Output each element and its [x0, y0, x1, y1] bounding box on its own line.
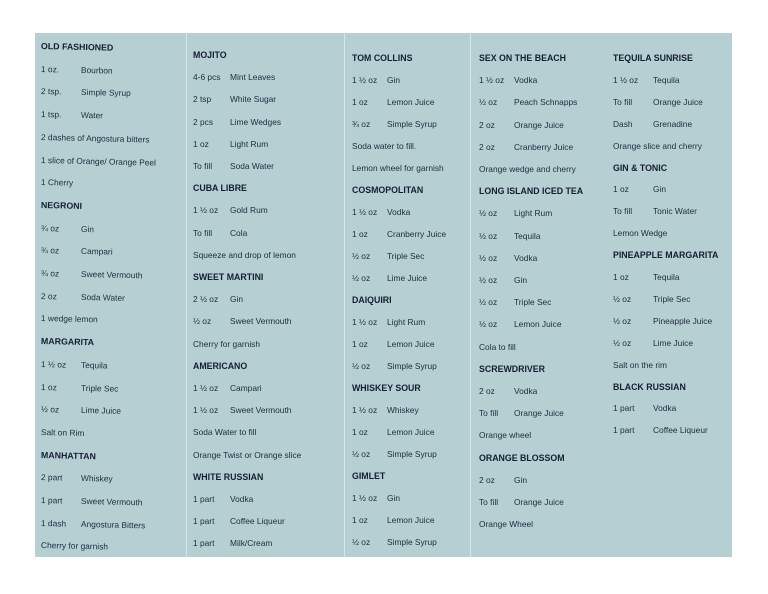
ingredient-amount: ¾ oz	[352, 119, 371, 129]
gimlet-ingredient-row	[352, 537, 437, 547]
recipe-title-screwdriver: SCREWDRIVER	[479, 363, 545, 374]
ingredient-name: Gin	[387, 75, 401, 85]
ingredient-name: Lemon Juice	[387, 97, 435, 107]
ingredient-name: Vodka	[514, 75, 538, 86]
recipe-title-orange-blossom: ORANGE BLOSSOM	[479, 452, 565, 463]
ingredient-amount: ½ oz	[613, 293, 632, 304]
ingredient-amount: 2 tsp	[193, 94, 212, 105]
ingredient-name: Coffee Liqueur	[653, 425, 708, 436]
ingredient-name: Simple Syrup	[387, 537, 437, 547]
ingredient-name: Light Rum	[514, 208, 553, 219]
ingredient-amount: 2 oz	[479, 386, 495, 396]
ingredient-amount: 1 part	[613, 403, 635, 414]
sex-on-the-beach-ingredient-row	[479, 120, 564, 130]
margarita-garnish-note: Salt on Rim	[40, 426, 85, 438]
ingredient-name: Tequila	[514, 230, 541, 241]
ingredient-name: Campari	[230, 383, 262, 393]
old-fashioned-ingredient-row	[41, 64, 113, 76]
ingredient-amount: 2 oz	[479, 141, 495, 152]
tom-collins-ingredient-row	[352, 97, 435, 107]
whiskey-sour-ingredient-row	[352, 427, 435, 437]
recipe-title-negroni: NEGRONI	[40, 199, 83, 211]
ingredient-amount: ½ oz	[479, 97, 498, 108]
ingredient-amount: ½ oz	[193, 316, 212, 327]
negroni-ingredient-row	[41, 245, 113, 257]
ingredient-name: Whiskey	[80, 473, 113, 484]
old-fashioned-garnish-note: 1 slice of Orange/ Orange Peel	[40, 154, 157, 168]
column-2	[186, 33, 338, 557]
long-island-iced-tea-ingredient-row	[479, 297, 551, 307]
recipe-title-manhattan: MANHATTAN	[40, 449, 96, 461]
manhattan-garnish-note: Cherry for garnish	[40, 540, 109, 552]
ingredient-amount: ½ oz	[479, 297, 498, 308]
ingredient-amount: 2 pcs	[193, 116, 214, 127]
mojito-ingredient-row	[193, 161, 274, 171]
daiquiri-ingredient-row	[352, 317, 425, 327]
recipe-title-margarita: MARGARITA	[40, 336, 95, 348]
ingredient-amount: ½ oz	[479, 252, 498, 263]
cuba-libre-ingredient-row	[193, 228, 247, 238]
ingredient-amount: 1 ½ oz	[193, 205, 219, 216]
mojito-ingredient-row	[193, 94, 276, 104]
ingredient-name: Pineapple Juice	[653, 315, 713, 326]
negroni-ingredient-row	[41, 291, 125, 303]
ingredient-amount: Dash	[613, 118, 633, 129]
ingredient-name: Triple Sec	[387, 251, 425, 261]
ingredient-amount: 1 oz	[613, 272, 629, 282]
ingredient-name: Orange Juice	[514, 497, 564, 507]
ingredient-amount: 1 ½ oz	[193, 383, 219, 393]
ingredient-name: Tequila	[653, 74, 680, 85]
sweet-martini-ingredient-row	[193, 294, 243, 304]
recipe-title-old-fashioned: OLD FASHIONED	[40, 41, 114, 53]
old-fashioned-ingredient-row	[41, 109, 103, 120]
long-island-iced-tea-garnish-note: Cola to fill	[479, 341, 516, 352]
ingredient-amount: ½ oz	[352, 449, 371, 459]
recipe-title-black-russian: BLACK RUSSIAN	[613, 381, 686, 392]
ingredient-name: Simple Syrup	[387, 449, 437, 459]
ingredient-amount: 1 part	[193, 516, 215, 527]
ingredient-amount: ½ oz	[613, 337, 632, 348]
white-russian-ingredient-row	[193, 538, 272, 548]
ingredient-amount: 1 ½ oz	[352, 317, 378, 327]
recipe-title-cuba-libre: CUBA LIBRE	[193, 183, 247, 194]
long-island-iced-tea-ingredient-row	[479, 253, 537, 263]
ingredient-name: Gin	[653, 184, 667, 195]
americano-garnish-note: Soda Water to fill	[193, 427, 257, 438]
long-island-iced-tea-ingredient-row	[479, 208, 552, 218]
ingredient-name: Peach Schnapps	[514, 97, 578, 108]
whiskey-sour-ingredient-row	[352, 449, 437, 459]
screwdriver-ingredient-row	[479, 408, 564, 418]
ingredient-amount: ¾ oz	[40, 222, 60, 234]
ingredient-amount: 1 oz	[352, 97, 368, 107]
ingredient-name: Lime Juice	[387, 273, 428, 283]
ingredient-name: Vodka	[514, 386, 538, 396]
black-russian-ingredient-row	[613, 425, 708, 435]
pineapple-margarita-ingredient-row	[613, 316, 712, 326]
column-1	[35, 33, 177, 557]
tequila-sunrise-ingredient-row	[613, 97, 703, 107]
ingredient-name: Lemon Juice	[387, 515, 435, 525]
gin-and-tonic-ingredient-row	[613, 184, 666, 194]
gimlet-ingredient-row	[352, 493, 400, 503]
ingredient-amount: ¾ oz	[40, 245, 60, 256]
ingredient-amount: 1 oz	[40, 381, 57, 392]
ingredient-amount: 1 ½ oz	[352, 207, 378, 217]
ingredient-amount: To fill	[613, 206, 633, 217]
recipe-title-mojito: MOJITO	[193, 50, 227, 60]
ingredient-amount: 1 part	[193, 494, 215, 504]
old-fashioned-garnish-note: 2 dashes of Angostura bitters	[40, 131, 150, 145]
americano-ingredient-row	[193, 405, 291, 415]
ingredient-amount: ½ oz	[352, 251, 371, 261]
ingredient-name: Simple Syrup	[387, 119, 437, 129]
ingredient-name: Sweet Vermouth	[80, 268, 143, 281]
ingredient-amount: 1 oz	[193, 138, 209, 149]
ingredient-name: Vodka	[653, 403, 677, 414]
cosmopolitan-ingredient-row	[352, 273, 427, 283]
ingredient-amount: To fill	[193, 227, 213, 238]
tom-collins-garnish-note: Soda water to fill.	[352, 141, 417, 151]
mojito-ingredient-row	[193, 139, 268, 149]
ingredient-name: Lime Wedges	[230, 116, 282, 127]
ingredient-name: Bourbon	[80, 64, 113, 76]
orange-blossom-garnish-note: Orange Wheel	[479, 519, 533, 530]
ingredient-amount: 1 oz	[352, 427, 368, 437]
ingredient-name: Tonic Water	[653, 206, 697, 217]
pineapple-margarita-ingredient-row	[613, 272, 680, 282]
recipe-title-gin-and-tonic: GIN & TONIC	[613, 162, 668, 173]
ingredient-name: Vodka	[514, 252, 538, 263]
ingredient-name: Lime Juice	[653, 337, 694, 348]
recipe-title-daiquiri: DAIQUIRI	[352, 295, 392, 305]
ingredient-name: Soda Water	[80, 291, 126, 303]
column-3	[344, 33, 461, 557]
margarita-ingredient-row	[41, 359, 108, 371]
daiquiri-ingredient-row	[352, 361, 437, 371]
mojito-ingredient-row	[193, 117, 281, 127]
ingredient-name: Whiskey	[387, 405, 419, 415]
ingredient-name: Orange Juice	[514, 119, 564, 130]
long-island-iced-tea-ingredient-row	[479, 231, 541, 241]
ingredient-name: Mint Leaves	[230, 72, 276, 83]
ingredient-name: Soda Water	[230, 161, 274, 171]
ingredient-name: Tequila	[80, 359, 108, 371]
ingredient-amount: ½ oz	[352, 361, 371, 371]
ingredient-name: Tequila	[653, 272, 680, 282]
ingredient-name: Lemon Juice	[387, 427, 435, 437]
ingredient-amount: 1 part	[193, 538, 215, 549]
tequila-sunrise-ingredient-row	[613, 75, 680, 85]
negroni-ingredient-row	[41, 268, 143, 280]
ingredient-amount: 1 oz	[352, 515, 368, 525]
ingredient-name: Triple Sec	[514, 297, 552, 308]
tom-collins-ingredient-row	[352, 119, 437, 129]
gin-and-tonic-garnish-note: Lemon Wedge	[613, 228, 668, 239]
sweet-martini-garnish-note: Cherry for garnish	[193, 338, 261, 349]
ingredient-amount: 1 oz	[352, 339, 368, 349]
ingredient-amount: ½ oz	[352, 273, 371, 283]
ingredient-name: Vodka	[387, 207, 411, 217]
ingredient-name: Light Rum	[230, 138, 269, 149]
ingredient-amount: 1 ½ oz	[613, 74, 639, 85]
ingredient-name: Campari	[80, 246, 113, 257]
old-fashioned-garnish-note: 1 Cherry	[40, 177, 74, 188]
ingredient-amount: 1 ½ oz	[352, 405, 378, 415]
recipe-sheet	[35, 33, 732, 557]
recipe-title-white-russian: WHITE RUSSIAN	[193, 471, 264, 482]
daiquiri-ingredient-row	[352, 339, 435, 349]
cosmopolitan-ingredient-row	[352, 207, 410, 217]
old-fashioned-ingredient-row	[41, 86, 131, 98]
ingredient-amount: To fill	[479, 497, 499, 507]
recipe-title-sex-on-the-beach: SEX ON THE BEACH	[479, 53, 567, 63]
pineapple-margarita-garnish-note: Salt on the rim	[613, 359, 667, 370]
ingredient-amount: 2 oz	[479, 474, 495, 485]
ingredient-amount: 1 oz	[352, 229, 368, 239]
ingredient-amount: To fill	[613, 96, 633, 107]
ingredient-amount: ½ oz	[352, 537, 371, 547]
ingredient-amount: ½ oz	[479, 230, 498, 241]
pineapple-margarita-ingredient-row	[613, 294, 690, 304]
ingredient-name: Gin	[514, 474, 528, 485]
recipe-title-tom-collins: TOM COLLINS	[352, 53, 413, 63]
manhattan-ingredient-row	[41, 518, 145, 530]
manhattan-ingredient-row	[41, 495, 143, 507]
ingredient-name: Gin	[80, 223, 95, 234]
recipe-title-gimlet: GIMLET	[352, 471, 386, 481]
ingredient-amount: ½ oz	[479, 319, 498, 330]
screwdriver-ingredient-row	[479, 386, 537, 396]
margarita-ingredient-row	[41, 404, 121, 416]
black-russian-ingredient-row	[613, 403, 676, 413]
orange-blossom-ingredient-row	[479, 497, 564, 507]
ingredient-name: Grenadine	[653, 118, 693, 129]
white-russian-ingredient-row	[193, 516, 285, 526]
ingredient-name: Angostura Bitters	[80, 518, 146, 531]
ingredient-amount: 2 part	[40, 472, 63, 483]
ingredient-amount: 1 dash	[40, 517, 67, 529]
ingredient-name: Gin	[230, 294, 244, 305]
ingredient-amount: 1 oz.	[40, 63, 60, 75]
ingredient-name: Gin	[387, 493, 401, 503]
ingredient-name: Lemon Juice	[387, 339, 435, 349]
recipe-title-tequila-sunrise: TEQUILA SUNRISE	[613, 53, 693, 63]
ingredient-amount: 1 part	[613, 425, 635, 436]
mojito-ingredient-row	[193, 72, 275, 82]
ingredient-name: Vodka	[230, 494, 254, 504]
ingredient-amount: 1 tsp.	[40, 109, 62, 120]
ingredient-name: Water	[80, 110, 104, 121]
orange-blossom-ingredient-row	[479, 475, 527, 485]
gin-and-tonic-ingredient-row	[613, 206, 697, 216]
tequila-sunrise-ingredient-row	[613, 119, 692, 129]
recipe-title-cosmopolitan: COSMOPOLITAN	[352, 185, 424, 195]
ingredient-name: Orange Juice	[514, 408, 564, 419]
sex-on-the-beach-ingredient-row	[479, 75, 537, 85]
ingredient-amount: To fill	[479, 408, 499, 419]
ingredient-amount: To fill	[193, 161, 213, 171]
recipe-title-pineapple-margarita: PINEAPPLE MARGARITA	[613, 250, 719, 261]
screwdriver-garnish-note: Orange wheel	[479, 430, 532, 441]
ingredient-amount: ¾ oz	[40, 268, 60, 279]
long-island-iced-tea-ingredient-row	[479, 319, 562, 329]
ingredient-name: Triple Sec	[80, 382, 119, 394]
ingredient-amount: 1 ½ oz	[40, 358, 67, 370]
cuba-libre-garnish-note: Squeeze and drop of lemon	[193, 249, 296, 260]
ingredient-amount: 2 oz	[479, 119, 495, 130]
cosmopolitan-ingredient-row	[352, 229, 446, 239]
ingredient-amount: 1 ½ oz	[193, 405, 219, 416]
ingredient-name: Gin	[514, 275, 528, 285]
ingredient-name: White Sugar	[230, 94, 277, 105]
ingredient-amount: 1 ½ oz	[479, 75, 505, 86]
ingredient-name: Cranberry Juice	[387, 229, 447, 239]
sex-on-the-beach-ingredient-row	[479, 142, 573, 152]
recipe-title-americano: AMERICANO	[193, 360, 248, 371]
ingredient-amount: ½ oz	[40, 404, 60, 415]
ingredient-name: Sweet Vermouth	[230, 405, 292, 416]
ingredient-name: Orange Juice	[653, 96, 703, 107]
pineapple-margarita-ingredient-row	[613, 338, 693, 348]
recipe-title-whiskey-sour: WHISKEY SOUR	[352, 383, 421, 393]
ingredient-name: Triple Sec	[653, 293, 691, 304]
recipe-title-long-island-iced-tea: LONG ISLAND ICED TEA	[479, 186, 584, 197]
long-island-iced-tea-ingredient-row	[479, 275, 527, 285]
cosmopolitan-ingredient-row	[352, 251, 424, 261]
americano-ingredient-row	[193, 383, 262, 393]
ingredient-name: Simple Syrup	[387, 361, 437, 371]
whiskey-sour-ingredient-row	[352, 405, 419, 415]
ingredient-amount: 1 oz	[613, 184, 629, 195]
ingredient-name: Cola	[230, 227, 248, 238]
ingredient-amount: ½ oz	[479, 275, 498, 285]
ingredient-amount: 1 part	[40, 495, 63, 506]
ingredient-amount: 2 tsp.	[40, 86, 62, 97]
ingredient-amount: ½ oz	[613, 315, 632, 326]
ingredient-name: Coffee Liqueur	[230, 516, 285, 527]
ingredient-name: Gold Rum	[230, 205, 268, 216]
ingredient-name: Lemon Juice	[514, 319, 562, 330]
margarita-ingredient-row	[41, 382, 119, 394]
ingredient-amount: ½ oz	[479, 208, 498, 219]
tequila-sunrise-garnish-note: Orange slice and cherry	[613, 140, 702, 151]
ingredient-name: Lime Juice	[80, 405, 122, 417]
sex-on-the-beach-garnish-note: Orange wedge and cherry	[479, 164, 576, 174]
americano-garnish-note: Orange Twist or Orange slice	[193, 449, 302, 460]
ingredient-amount: 2 ½ oz	[193, 294, 219, 305]
sweet-martini-ingredient-row	[193, 316, 291, 326]
ingredient-name: Milk/Cream	[230, 538, 273, 549]
ingredient-amount: 4-6 pcs	[193, 72, 221, 83]
ingredient-name: Sweet Vermouth	[230, 316, 292, 327]
ingredient-name: Simple Syrup	[80, 87, 131, 99]
recipe-title-sweet-martini: SWEET MARTINI	[193, 272, 264, 282]
sex-on-the-beach-ingredient-row	[479, 97, 577, 107]
tom-collins-ingredient-row	[352, 75, 400, 85]
cuba-libre-ingredient-row	[193, 205, 268, 215]
manhattan-ingredient-row	[41, 472, 113, 484]
column-5	[605, 33, 732, 557]
tom-collins-garnish-note: Lemon wheel for garnish	[352, 163, 444, 173]
white-russian-ingredient-row	[193, 494, 253, 504]
ingredient-name: Light Rum	[387, 317, 426, 327]
ingredient-name: Sweet Vermouth	[80, 495, 143, 508]
ingredient-name: Cranberry Juice	[514, 141, 574, 152]
gimlet-ingredient-row	[352, 515, 435, 525]
ingredient-amount: 1 ½ oz	[352, 493, 378, 503]
negroni-ingredient-row	[41, 223, 94, 234]
ingredient-amount: 2 oz	[40, 290, 57, 302]
ingredient-amount: 1 ½ oz	[352, 75, 378, 85]
column-4	[470, 33, 598, 557]
negroni-garnish-note: 1 wedge lemon	[40, 313, 98, 325]
